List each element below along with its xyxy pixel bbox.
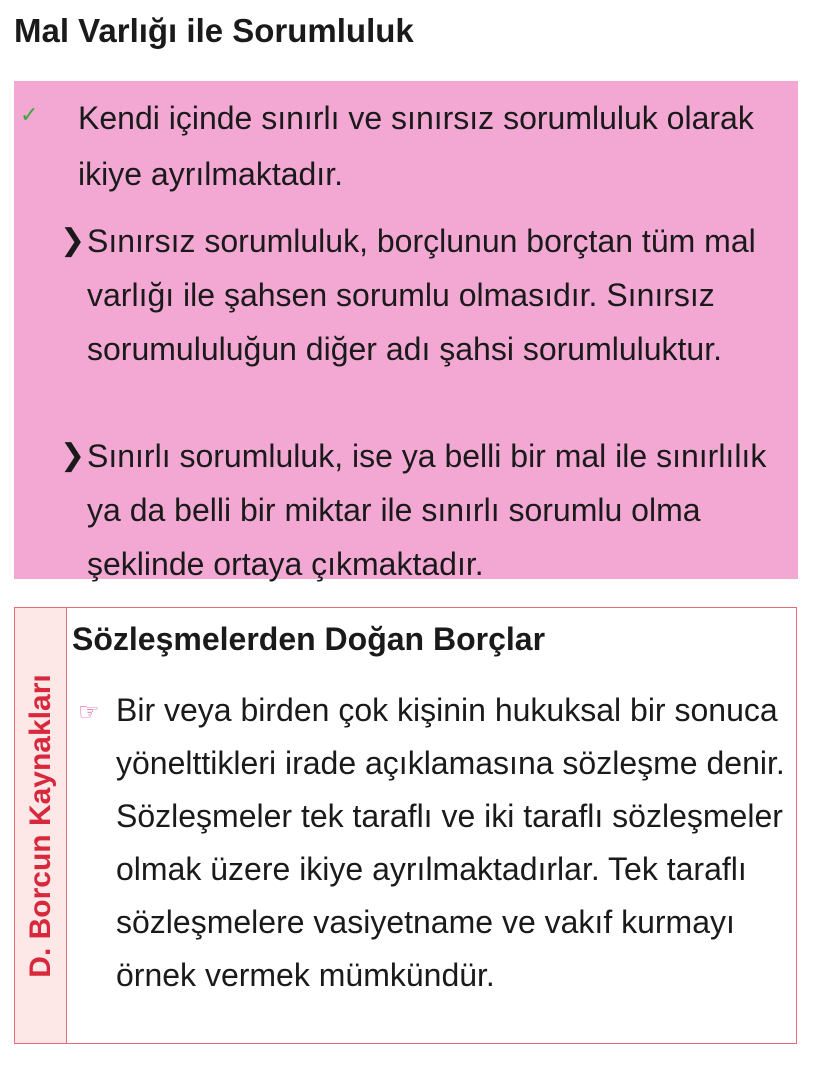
- box-body-text: Bir veya birden çok kişinin hukuksal bir sonuca yönelttikleri irade açıklamasına sözleşme denir. Sözleşmeler tek taraflı ve iki taraflı sözleşmeler olmak üzere ikiye ayrılmaktadırlar. Tek taraflı sözleşmelere vasiyetname ve vakıf kurmayı örnek vermek mümkündür.: [116, 692, 785, 993]
- pointing-hand-icon: ☞: [78, 699, 100, 726]
- check-icon: ✓: [20, 102, 39, 127]
- bullet-item-limited: [60, 429, 794, 591]
- intro-text: Kendi içinde sınırlı ve sınırsız sorumluluk olarak ikiye ayrılmaktadır.: [78, 100, 754, 192]
- side-label: D. Borcun Kaynakları: [24, 674, 57, 978]
- bullet-text: Sınırlı sorumluluk, ise ya belli bir mal ile sınırlılık ya da belli bir miktar ile sınırlı sorumlu olma şeklinde ortaya çıkmaktadır.: [87, 438, 767, 582]
- chevron-right-icon: ❯: [60, 224, 86, 257]
- bullet-item-unlimited: [60, 214, 794, 376]
- side-label-band: [15, 608, 67, 1043]
- chevron-right-icon: ❯: [60, 439, 86, 472]
- box-title: Sözleşmelerden Doğan Borçlar: [72, 621, 546, 657]
- bullet-text: Sınırsız sorumluluk, borçlunun borçtan tüm mal varlığı ile şahsen sorumlu olmasıdır. Sınırsız sorumululuğun diğer adı şahsi sorumluluktur.: [87, 223, 756, 367]
- section-title: Mal Varlığı ile Sorumluluk: [14, 12, 414, 49]
